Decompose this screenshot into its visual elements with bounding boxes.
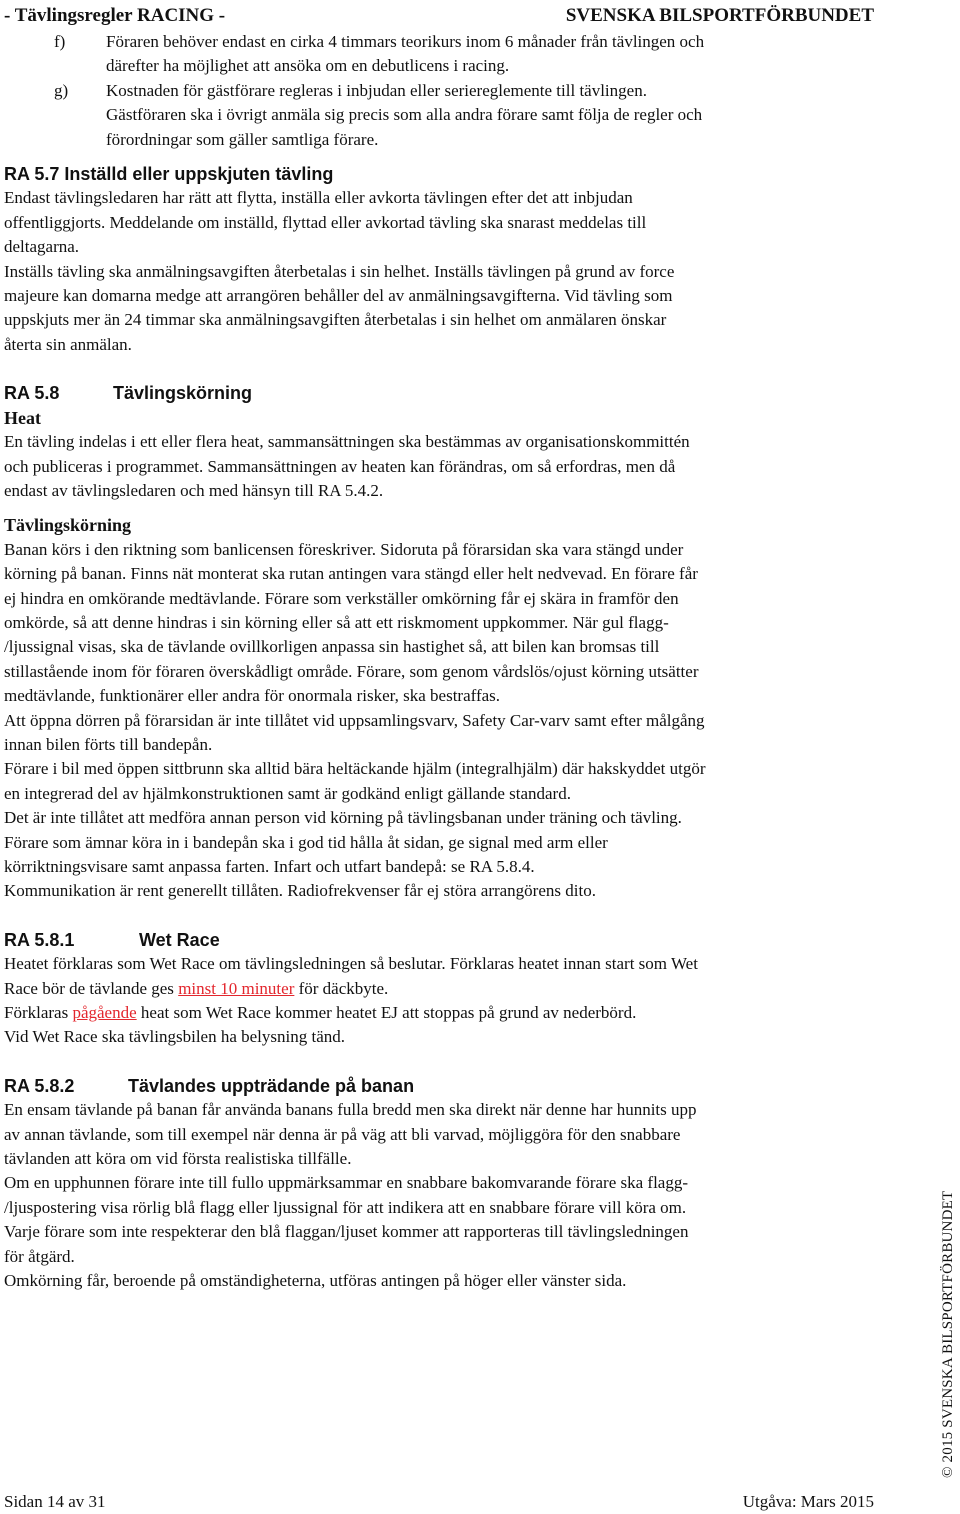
paragraph-line: Vid Wet Race ska tävlingsbilen ha belysning tänd. <box>4 1027 346 1047</box>
paragraph-line: omkörde, så att denne hindras i sin körning eller så att ett riskmoment uppkommer. När gul flagg- <box>4 612 669 632</box>
copyright-sidebar: © 2015 SVENSKA BILSPORTFÖRBUNDET <box>940 1190 956 1478</box>
list-text: Gästföraren ska i övrigt anmäla sig precis som alla andra förare samt följa de regler och <box>106 105 703 125</box>
section-number: RA 5.8.2 <box>4 1075 75 1096</box>
wet-race-body <box>4 952 876 1050</box>
paragraph-line: stillastående inom för föraren överskådligt område. Förare, som genom vårdslös/ojust körning utsätter <box>4 661 699 681</box>
text-run: Förklaras <box>4 1003 73 1023</box>
paragraph-line: Kommunikation är rent generellt tillåten. Radiofrekvenser får ej störa arrangörens dito. <box>4 881 596 901</box>
header-organization: SVENSKA BILSPORTFÖRBUNDET <box>565 5 874 26</box>
paragraph-line: Inställs tävling ska anmälningsavgiften återbetalas i sin helhet. Inställs tävlingen på grund av force <box>4 261 675 281</box>
paragraph-line: Det är inte tillåtet att medföra annan person vid körning på tävlingsbanan under träning och tävling. <box>4 808 682 828</box>
heat-body <box>4 430 876 503</box>
paragraph-line: Heatet förklaras som Wet Race om tävlingsledningen så beslutar. Förklaras heatet innan start som Wet <box>4 954 698 974</box>
paragraph-line <box>4 977 876 1001</box>
list-label: f) <box>54 32 66 51</box>
list-item-f <box>4 30 876 79</box>
page-header <box>4 2 874 28</box>
highlighted-text: pågående <box>72 1003 137 1023</box>
text-run: heat som Wet Race kommer heatet EJ att stoppas på grund av nederbörd. <box>136 1003 637 1023</box>
paragraph-line: och publiceras i programmet. Sammansättningen av heaten kan förändras, om så erfordras, men då <box>4 456 676 476</box>
text-run: Race bör de tävlande ges <box>4 978 179 998</box>
section-title: Tävlingskörning <box>113 383 253 404</box>
paragraph-line: Att öppna dörren på förarsidan är inte tillåtet vid uppsamlingsvarv, Safety Car-varv samt efter målgång <box>4 710 705 730</box>
paragraph-line: Förare som ämnar köra in i bandepån ska i god tid hålla åt sidan, ge signal med arm eller <box>4 832 608 852</box>
paragraph-line: återta sin anmälan. <box>4 334 132 354</box>
paragraph-line: Förare i bil med öppen sittbrunn ska alltid bära heltäckande hjälm (integralhjälm) där hakskyddet utgör <box>4 759 706 779</box>
ra582-body <box>4 1098 876 1293</box>
list-item-g <box>4 79 876 152</box>
paragraph-line: deltagarna. <box>4 237 80 257</box>
highlighted-text: minst 10 minuter <box>178 978 295 998</box>
paragraph-line: innan bilen förts till bandepån. <box>4 734 213 754</box>
section-heading-ra57 <box>4 162 876 186</box>
tavlingskorning-body <box>4 538 876 904</box>
header-title: - Tävlingsregler RACING - <box>4 5 226 26</box>
paragraph-line: tävlanden att köra om vid första realistiska tillfälle. <box>4 1149 352 1169</box>
section-heading-ra58 <box>4 381 876 405</box>
text-run: för däckbyte. <box>294 978 389 998</box>
ra57-body <box>4 186 876 357</box>
section-number: RA 5.8 <box>4 383 60 404</box>
paragraph-line: majeure kan domarna medge att arrangören behåller del av anmälningsavgifterna. Vid tävling som <box>4 286 673 306</box>
paragraph-line: av annan tävlande, som till exempel när denna är på väg att bli varvad, möjliggöra för den snabbare <box>4 1124 681 1144</box>
paragraph-line: Endast tävlingsledaren har rätt att flytta, inställa eller avkorta tävlingen efter det att inbjudan <box>4 188 633 208</box>
paragraph-line: /ljussignal visas, ska de tävlande ovillkorligen anpassa sin hastighet så, att bilen kan bromsas till <box>4 637 660 657</box>
paragraph-line: en integrerad del av hjälmkonstruktionen samt är godkänd enligt gällande standard. <box>4 783 571 803</box>
paragraph-line: offentliggjorts. Meddelande om inställd, flyttad eller avkortad tävling ska snarast meddelas till <box>4 212 647 232</box>
list-text: Föraren behöver endast en cirka 4 timmars teorikurs inom 6 månader från tävlingen och <box>106 32 705 51</box>
paragraph-line: En ensam tävlande på banan får använda banans fulla bredd men ska direkt när denne har hunnits upp <box>4 1100 697 1120</box>
section-heading-ra582 <box>4 1074 876 1098</box>
paragraph-line: Banan körs i den riktning som banlicensen föreskriver. Sidoruta på förarsidan ska vara stängd under <box>4 539 684 559</box>
paragraph-line <box>4 1001 876 1025</box>
list-text: förordningar som gäller samtliga förare. <box>106 129 379 149</box>
paragraph-line: uppskjuts mer än 24 timmar ska anmälningsavgiften återbetalas i sin helhet om anmälaren önskar <box>4 310 667 330</box>
paragraph-line: körriktningsvisare samt anpassa farten. Infart och utfart bandepå: se RA 5.8.4. <box>4 857 535 876</box>
page-number: Sidan 14 av 31 <box>4 1492 106 1511</box>
section-heading-ra581 <box>4 928 876 952</box>
paragraph-line: medtävlande, funktionärer eller andra för onormala risker, ska bestraffas. <box>4 686 501 706</box>
paragraph-line: endast av tävlingsledaren och med hänsyn till RA 5.4.2. <box>4 480 384 500</box>
paragraph-line: för åtgärd. <box>4 1246 75 1266</box>
paragraph-line: Om en upphunnen förare inte till fullo uppmärksammar en snabbare bakomvarande förare ska flagg- <box>4 1173 689 1193</box>
section-title: Inställd eller uppskjuten tävling <box>64 164 334 185</box>
section-title: Wet Race <box>139 929 220 950</box>
paragraph-line: Varje förare som inte respekterar den blå flaggan/ljuset kommer att rapporteras till tävlingsledningen <box>4 1222 689 1242</box>
paragraph-line: ej hindra en omkörande medtävlande. Förare som verkställer omkörning får ej skära in framför den <box>4 588 679 608</box>
paragraph-line: Omkörning får, beroende på omständigheterna, utföras antingen på höger eller vänster sida. <box>4 1271 627 1291</box>
subheading-heat: Heat <box>4 407 41 428</box>
edition-date: Utgåva: Mars 2015 <box>742 1492 874 1511</box>
subheading-tavlingskorning: Tävlingskörning <box>4 515 132 536</box>
list-text: därefter ha möjlighet att ansöka om en debutlicens i racing. <box>106 56 510 76</box>
section-number: RA 5.7 <box>4 164 60 185</box>
paragraph-line: /ljuspostering visa rörlig blå flagg eller ljussignal för att indikera att en snabbare förare vill köra om. <box>4 1197 687 1217</box>
section-number: RA 5.8.1 <box>4 929 75 950</box>
paragraph-line: En tävling indelas i ett eller flera heat, sammansättningen ska bestämmas av organisationskommittén <box>4 432 690 452</box>
paragraph-line: körning på banan. Finns nät monterat ska rutan antingen vara stängd eller helt nedvevad. En förare får <box>4 564 698 584</box>
list-text: Kostnaden för gästförare regleras i inbjudan eller seriereglemente till tävlingen. <box>106 80 647 100</box>
document-body <box>4 30 876 1294</box>
list-label: g) <box>54 80 69 100</box>
section-title: Tävlandes uppträdande på banan <box>128 1075 415 1096</box>
